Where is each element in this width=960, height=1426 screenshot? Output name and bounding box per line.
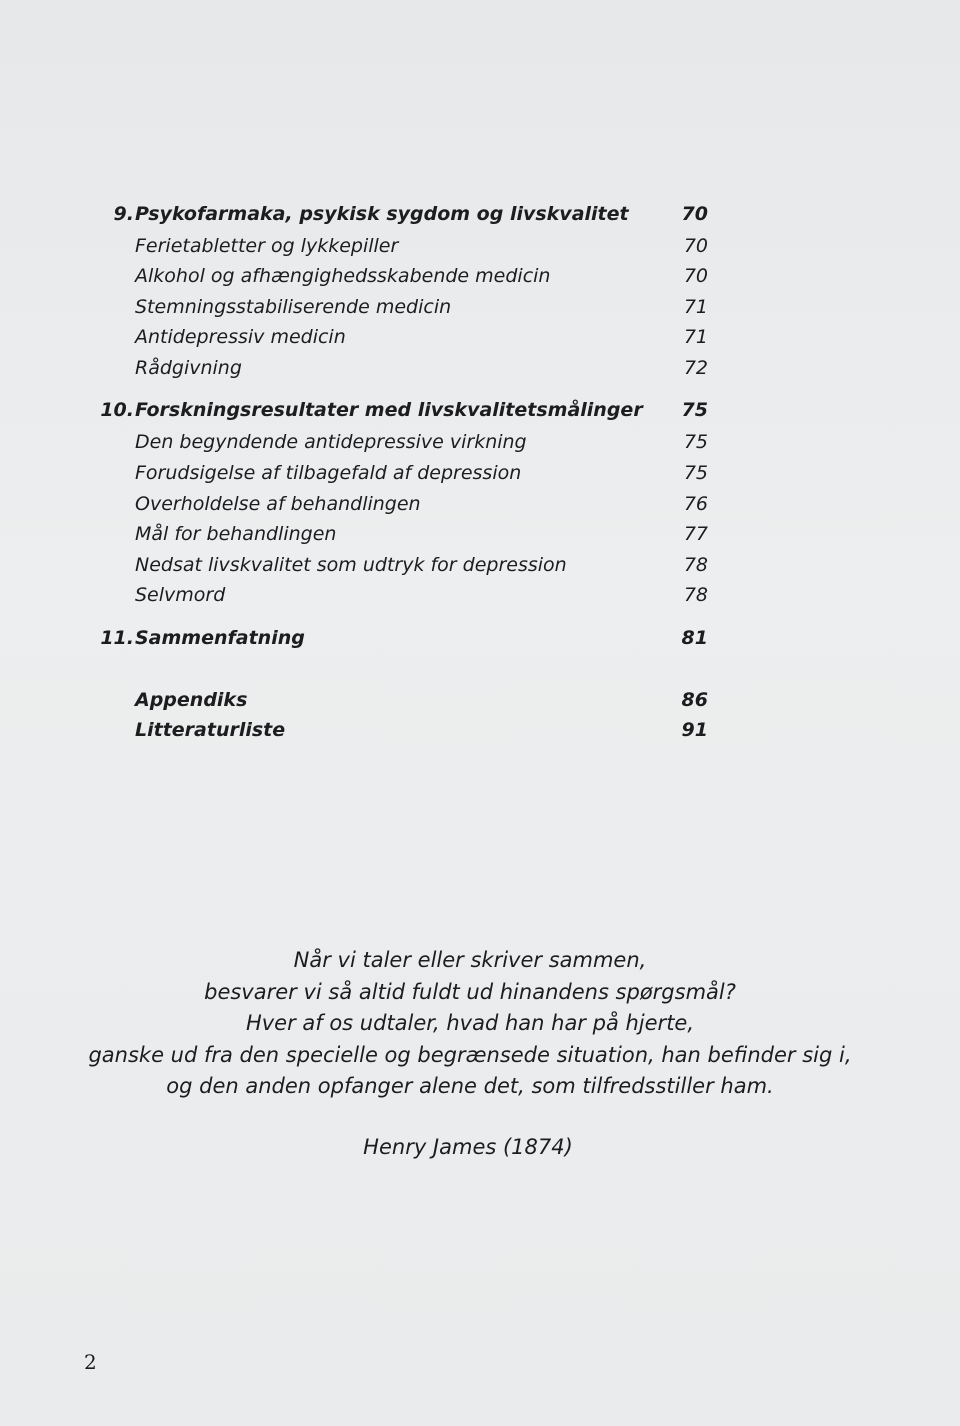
section-title: Rådgivning bbox=[135, 357, 242, 379]
section-title: Nedsat livskvalitet som udtryk for depression bbox=[135, 554, 567, 576]
section-title: Selvmord bbox=[135, 584, 226, 606]
page-number: 75 bbox=[683, 462, 708, 484]
toc-section bbox=[0, 550, 960, 580]
section-title: Overholdelse af behandlingen bbox=[135, 493, 421, 515]
toc-section bbox=[0, 292, 960, 322]
chapter-number: 11. bbox=[100, 627, 134, 649]
toc-section bbox=[0, 322, 960, 352]
page-number: 75 bbox=[683, 431, 708, 453]
back-matter-title: Litteraturliste bbox=[135, 719, 286, 741]
chapter-title: Psykofarmaka, psykisk sygdom og livskvalitet bbox=[135, 203, 629, 225]
toc-section bbox=[0, 427, 960, 457]
toc-bibliography bbox=[0, 715, 960, 745]
quote-attribution: Henry James (1874) bbox=[363, 1135, 573, 1159]
chapter-title: Forskningsresultater med livskvalitetsmålinger bbox=[135, 399, 643, 421]
toc-section bbox=[0, 489, 960, 519]
page-number: 70 bbox=[681, 203, 708, 225]
page-number: 91 bbox=[681, 719, 708, 741]
quote-line: Hver af os udtaler, hvad han har på hjerte, bbox=[245, 1011, 695, 1035]
toc-chapter-9 bbox=[0, 199, 960, 229]
page-number: 76 bbox=[683, 493, 708, 515]
section-title: Antidepressiv medicin bbox=[135, 326, 346, 348]
section-title: Forudsigelse af tilbagefald af depression bbox=[135, 462, 522, 484]
page-number: 72 bbox=[683, 357, 708, 379]
page-number: 86 bbox=[681, 689, 708, 711]
section-title: Stemningsstabiliserende medicin bbox=[135, 296, 452, 318]
section-title: Ferietabletter og lykkepiller bbox=[135, 235, 399, 257]
section-title: Den begyndende antidepressive virkning bbox=[135, 431, 527, 453]
toc-appendix bbox=[0, 685, 960, 715]
section-title: Alkohol og afhængighedsskabende medicin bbox=[135, 265, 551, 287]
quote-line: ganske ud fra den specielle og begrænsede situation, han befinder sig i, bbox=[88, 1042, 852, 1067]
page-number: 71 bbox=[683, 296, 708, 318]
quote-line: besvarer vi så altid fuldt ud hinandens spørgsmål? bbox=[204, 979, 736, 1004]
page-number: 77 bbox=[683, 523, 708, 545]
page-number: 78 bbox=[683, 584, 708, 606]
page-number: 81 bbox=[681, 627, 708, 649]
epigraph-quote bbox=[0, 945, 940, 1103]
toc-chapter-10 bbox=[0, 395, 960, 425]
page-number: 70 bbox=[683, 235, 708, 257]
page-number: 71 bbox=[683, 326, 708, 348]
section-title: Mål for behandlingen bbox=[135, 523, 337, 545]
toc-section bbox=[0, 353, 960, 383]
back-matter-title: Appendiks bbox=[135, 689, 248, 711]
quote-line: Når vi taler eller skriver sammen, bbox=[293, 948, 647, 972]
page-number: 75 bbox=[681, 399, 708, 421]
toc-section bbox=[0, 261, 960, 291]
chapter-number: 9. bbox=[113, 203, 134, 225]
page-number: 70 bbox=[683, 265, 708, 287]
chapter-number: 10. bbox=[100, 399, 134, 421]
toc-section bbox=[0, 458, 960, 488]
chapter-title: Sammenfatning bbox=[135, 627, 305, 649]
toc-section bbox=[0, 519, 960, 549]
page-number-footer: 2 bbox=[84, 1350, 97, 1374]
toc-section bbox=[0, 580, 960, 610]
toc-section bbox=[0, 231, 960, 261]
toc-chapter-11 bbox=[0, 623, 960, 653]
page-number: 78 bbox=[683, 554, 708, 576]
quote-line: og den anden opfanger alene det, som tilfredsstiller ham. bbox=[166, 1074, 774, 1098]
